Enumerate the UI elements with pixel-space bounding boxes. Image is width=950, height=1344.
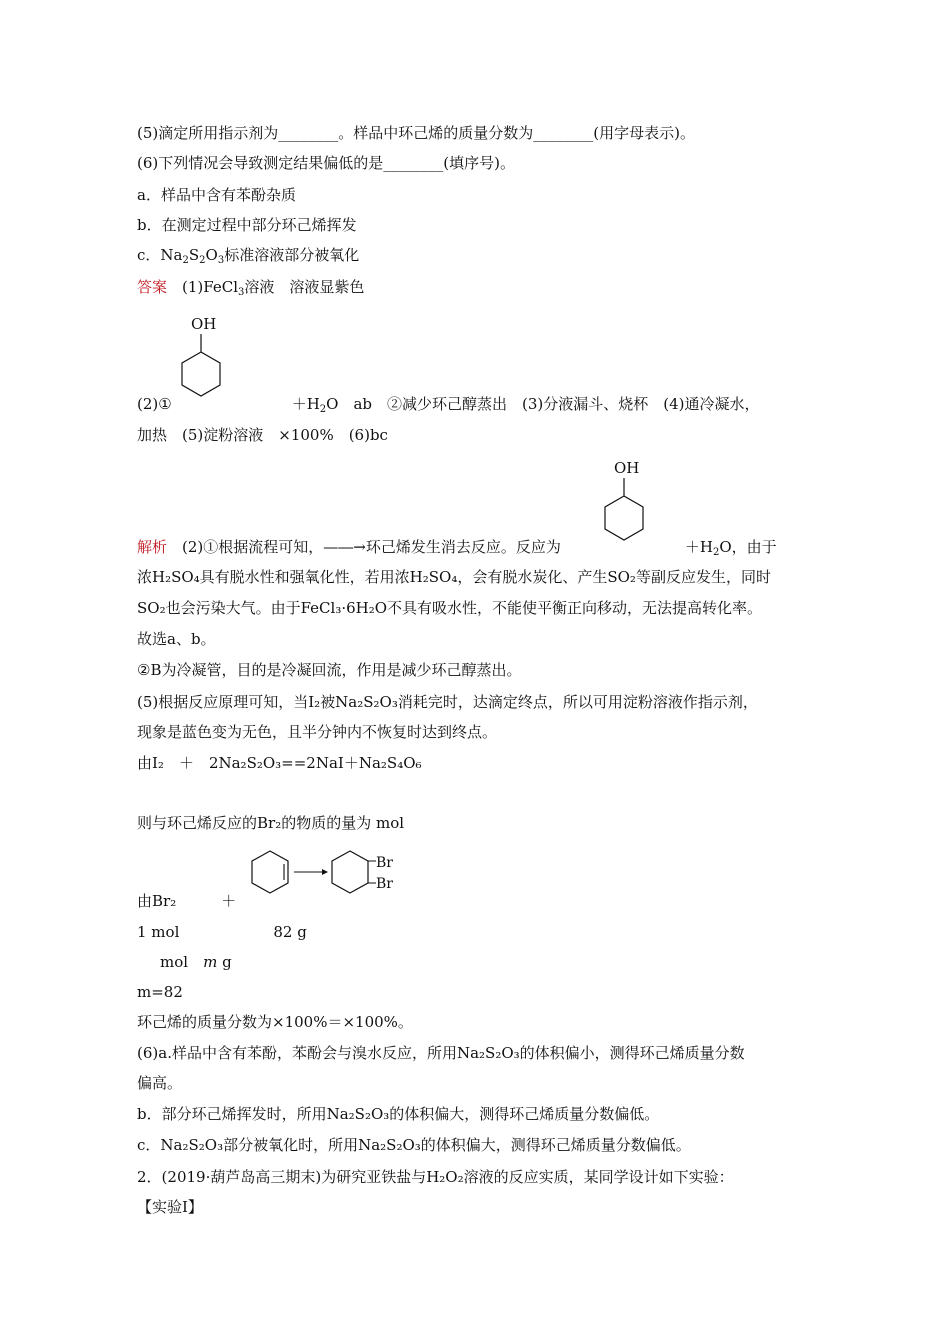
answer-label: 答案	[137, 278, 168, 296]
experiment-1-heading: 【实验Ⅰ】	[137, 1198, 203, 1216]
analysis-line-10: 由Br₂ ＋	[137, 892, 237, 910]
analysis-line-1: 解析 (2)①根据流程可知，—―→环己烯发生消去反应。反应为 $+H_2O$，由于	[137, 538, 777, 558]
oh-label: OH	[191, 315, 217, 333]
analysis-line-2: 浓H₂SO₄具有脱水性和强氧化性，若用浓H₂SO₄，会有脱水炭化、产生SO₂等副反应发生，同时	[137, 568, 771, 586]
analysis-line-17: b．部分环己烯挥发时，所用Na₂S₂O₃的体积偏大，测得环己烯质量分数偏低。	[137, 1105, 660, 1123]
analysis-line-15: (6)a.样品中含有苯酚，苯酚会与溴水反应，所用Na₂S₂O₃的体积偏小，测得环己烯质量分数	[137, 1044, 745, 1062]
question-6: (6)下列情况会导致测定结果偏低的是________(填序号)。	[137, 154, 515, 172]
analysis-line-3: SO₂也会污染大气。由于FeCl₃·6H₂O不具有吸水性，不能使平衡正向移动，无法提高转化率。	[137, 599, 763, 617]
analysis-line-7: 现象是蓝色变为无色，且半分钟内不恢复时达到终点。	[137, 723, 498, 741]
analysis-line-5: ②B为冷凝管，目的是冷凝回流，作用是减少环己醇蒸出。	[137, 661, 522, 679]
question-5: (5)滴定所用指示剂为________。样品中环己烯的质量分数为________(用字母表示)。	[137, 124, 695, 142]
br-label-2: Br	[376, 876, 393, 892]
oh-label-2: OH	[614, 459, 640, 477]
analysis-line-12: mol m g	[160, 953, 232, 971]
option-a: a．样品中含有苯酚杂质	[137, 186, 296, 204]
analysis-line-14: 环己烯的质量分数为×100%＝×100%。	[137, 1013, 413, 1031]
analysis-label: 解析	[137, 538, 168, 556]
answer-line-2: (2)① $+H_2O$ ab ②减少环己醇蒸出 (3)分液漏斗、烧杯 (4)通冷凝水，	[137, 395, 760, 415]
analysis-line-16: 偏高。	[137, 1074, 183, 1092]
option-c: c．$Na_2S_2O_3$标准溶液部分被氧化	[137, 246, 360, 266]
analysis-line-11: 1 mol 82 g	[137, 923, 307, 941]
analysis-line-8: 由I₂ ＋ 2Na₂S₂O₃==2NaI＋Na₂S₄O₆	[137, 754, 422, 772]
analysis-line-4: 故选a、b。	[137, 630, 216, 648]
analysis-line-13: m=82	[137, 983, 183, 1001]
bromination-reaction-icon	[250, 843, 410, 905]
analysis-line-6: (5)根据反应原理可知，当I₂被Na₂S₂O₃消耗完时，达滴定终点，所以可用淀粉溶液作指示剂，	[137, 693, 758, 711]
analysis-line-9: 则与环己烯反应的Br₂的物质的量为 mol	[137, 814, 405, 832]
br-label-1: Br	[376, 855, 393, 871]
answer-line-1: 答案 (1)FeCl$_3$溶液 溶液显紫色	[137, 278, 365, 298]
analysis-line-18: c．Na₂S₂O₃部分被氧化时，所用Na₂S₂O₃的体积偏大，测得环己烯质量分数偏低。	[137, 1136, 691, 1154]
answer-line-3: 加热 (5)淀粉溶液 ×100% (6)bc	[137, 426, 388, 444]
question-2: 2．(2019·葫芦岛高三期末)为研究亚铁盐与H₂O₂溶液的反应实质，某同学设计如下实验：	[137, 1168, 734, 1186]
option-b: b．在测定过程中部分环己烯挥发	[137, 216, 357, 234]
